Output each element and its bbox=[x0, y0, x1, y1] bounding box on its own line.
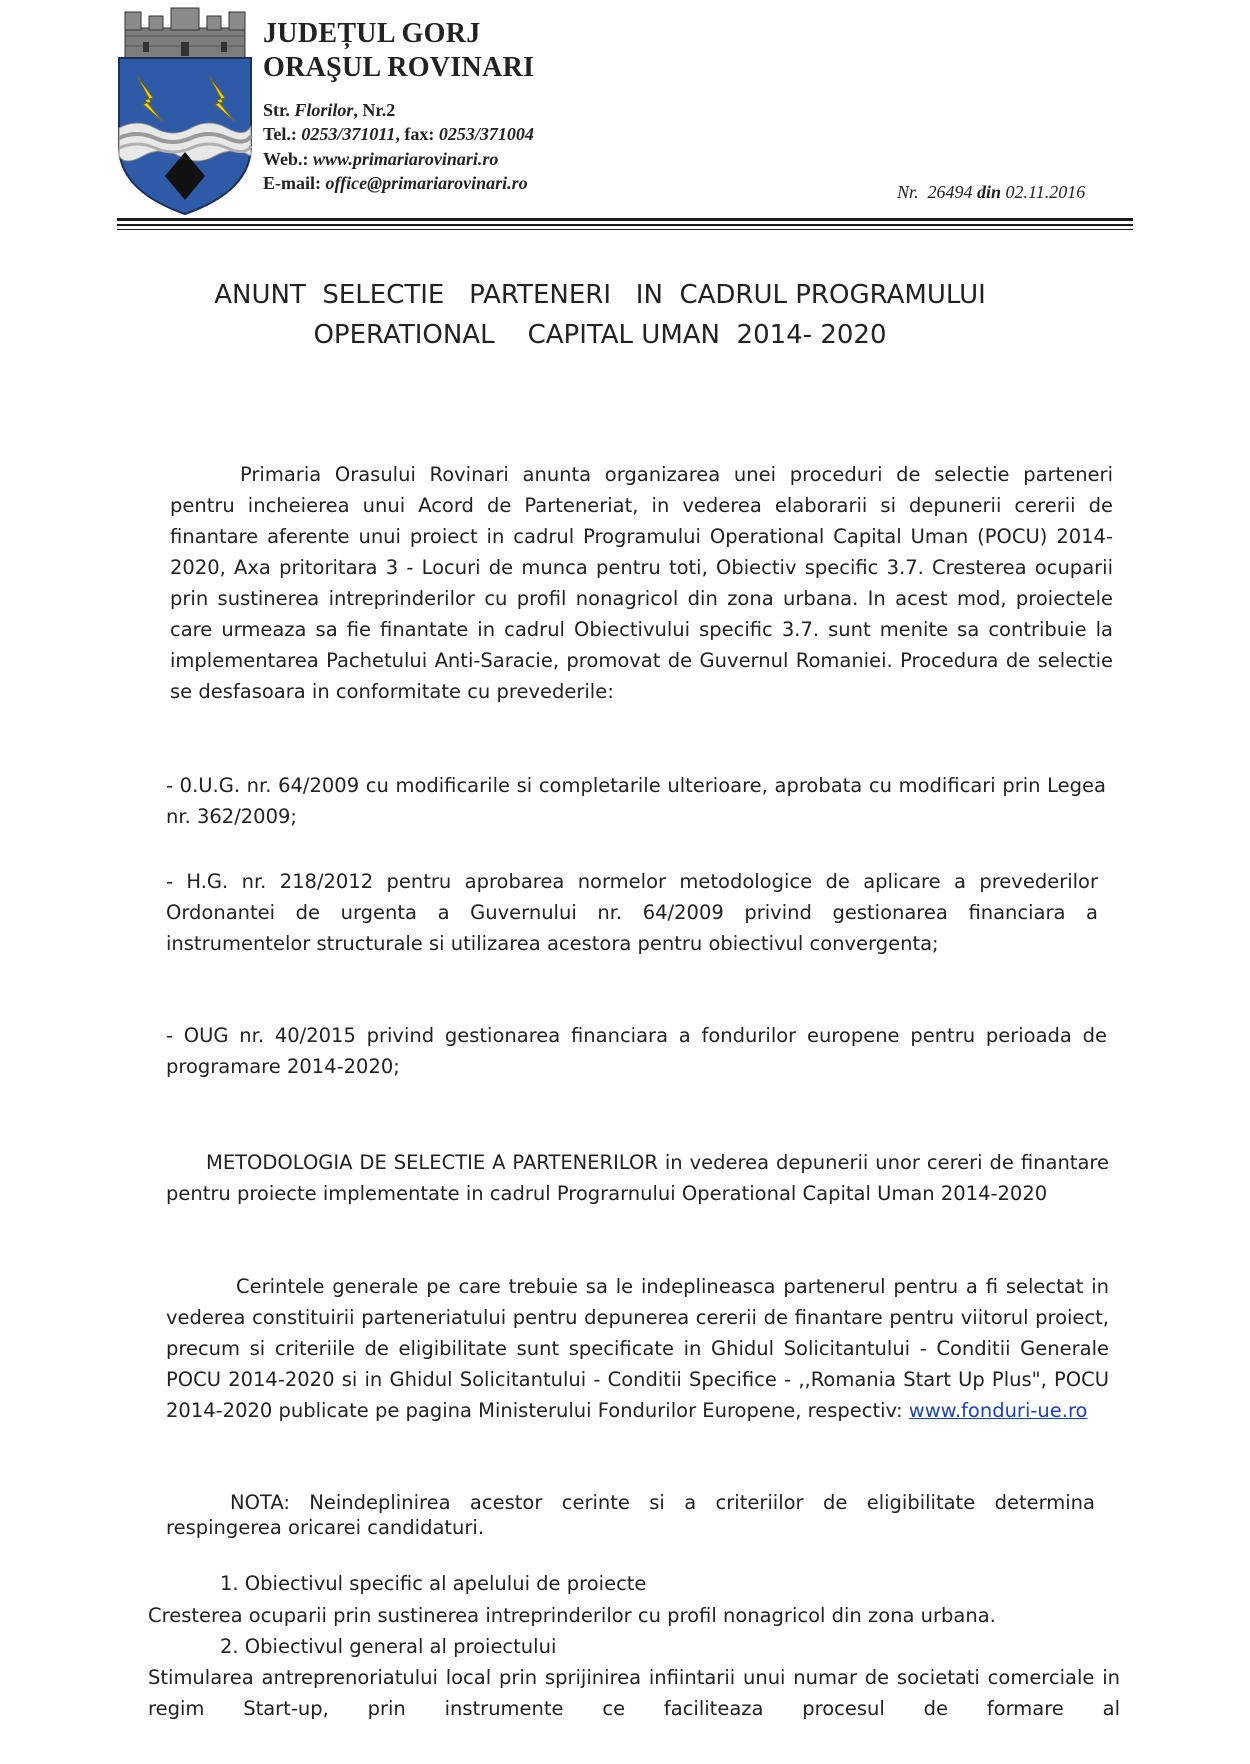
county-name: JUDEȚUL GORJ bbox=[263, 18, 481, 49]
web-line bbox=[263, 149, 498, 170]
coat-of-arms-icon bbox=[115, 6, 255, 216]
legal-basis-item-2: - H.G. nr. 218/2012 pentru aprobarea normelor metodologice de aplicare a prevederilor Ordonantei de urgenta a Guvernului nr. 64/2009 privind gestionarea financiara a instrumentelor structurale si utilizarea acestora pentru obiectivul convergenta; bbox=[166, 870, 1098, 955]
email-line bbox=[263, 173, 528, 194]
address-label: Str. bbox=[263, 100, 290, 120]
intro-paragraph: Primaria Orasului Rovinari anunta organizarea unei proceduri de selectie parteneri pentru incheierea unui Acord de Parteneriat, in vederea elaborarii si depunerii cererii de finantare aferente unui proiect in cadrul Programului Operational Capital Uman (POCU) 2014-2020, Axa pritoritara 3 - Locuri de munca pentru toti, Obiectiv specific 3.7. Cresterea ocuparii prin sustinerea intreprinderilor cu profil nonagricol din zona urbana. In acest mod, proiectele care urmeaza sa fie finantate in cadrul Obiectivului specific 3.7. sunt menite sa contribuie la implementarea Pachetului Anti-Saracie, promovat de Guvernul Romaniei. Procedura de selectie se desfasoara in conformitate cu prevederile: bbox=[170, 463, 1113, 703]
fonduri-ue-link[interactable]: www.fonduri-ue.ro bbox=[908, 1399, 1088, 1422]
objective-2-heading: 2. Obiectivul general al proiectului bbox=[220, 1635, 557, 1658]
nota-paragraph: NOTA: Neindeplinirea acestor cerinte si a criteriilor de eligibilitate determina respingerea oricarei candidaturi. bbox=[166, 1491, 1095, 1539]
objective-1-heading: 1. Obiectivul specific al apelului de proiecte bbox=[220, 1572, 647, 1595]
header-rule-medium bbox=[117, 224, 1133, 226]
legal-basis-item-3: - OUG nr. 40/2015 privind gestionarea financiara a fondurilor europene pentru perioada de programare 2014-2020; bbox=[166, 1024, 1107, 1078]
address-number: , Nr.2 bbox=[353, 100, 396, 120]
registration-number bbox=[897, 182, 1085, 203]
header-rule-thin bbox=[117, 229, 1133, 230]
header-rule-thick bbox=[117, 218, 1133, 221]
email-label: E-mail: bbox=[263, 173, 321, 193]
web-address: www.primariarovinari.ro bbox=[313, 149, 499, 169]
legal-basis-item-1: - 0.U.G. nr. 64/2009 cu modificarile si completarile ulterioare, aprobata cu modificari prin Legea nr. 362/2009; bbox=[166, 774, 1106, 828]
phone-label: Tel.: bbox=[263, 124, 297, 144]
address-line bbox=[263, 100, 395, 121]
phone-line bbox=[263, 124, 534, 145]
registration-prefix: Nr. 26494 bbox=[897, 182, 973, 202]
fax-number: 0253/371004 bbox=[438, 124, 534, 144]
methodology-paragraph: METODOLOGIA DE SELECTIE A PARTENERILOR in vederea depunerii unor cereri de finantare pentru proiecte implementate in cadrul Prograrnului Operational Capital Uman 2014-2020 bbox=[166, 1151, 1109, 1205]
criteria-paragraph bbox=[166, 1271, 1109, 1426]
address-street: Florilor bbox=[294, 100, 354, 120]
document-title-line-1: ANUNT SELECTIE PARTENERI IN CADRUL PROGRAMULUI bbox=[214, 280, 986, 310]
fax-label: , fax: bbox=[395, 124, 435, 144]
town-name: ORAŞUL ROVINARI bbox=[263, 52, 535, 83]
objective-1-text: Cresterea ocuparii prin sustinerea intreprinderilor cu profil nonagricol din zona urbana. bbox=[148, 1604, 996, 1627]
registration-date: 02.11.2016 bbox=[1005, 182, 1086, 202]
web-label: Web.: bbox=[263, 149, 309, 169]
phone-number: 0253/371011 bbox=[301, 124, 396, 144]
email-address: office@primariarovinari.ro bbox=[325, 173, 528, 193]
objective-2-text: Stimularea antreprenoriatului local prin sprijinirea infiintarii unui numar de societati comerciale in regim Start-up, prin instrumente ce faciliteaza procesul de formare al bbox=[148, 1666, 1120, 1720]
criteria-text: Cerintele generale pe care trebuie sa le indeplineasca partenerul pentru a fi selectat in vederea constituirii parteneriatului pentru depunerea cererii de finantare pentru viitorul proiect, precum si criteriile de eligibilitate sunt specificate in Ghidul Solicitantului - Conditii Generale POCU 2014-2020 si in Ghidul Solicitantului - Conditii Specifice - ,,Romania Start Up Plus", POCU 2014-2020 publicate pe pagina Ministerului Fondurilor Europene, respectiv: bbox=[166, 1275, 1109, 1422]
registration-din: din bbox=[977, 182, 1002, 202]
document-title-line-2: OPERATIONAL CAPITAL UMAN 2014- 2020 bbox=[313, 320, 887, 350]
